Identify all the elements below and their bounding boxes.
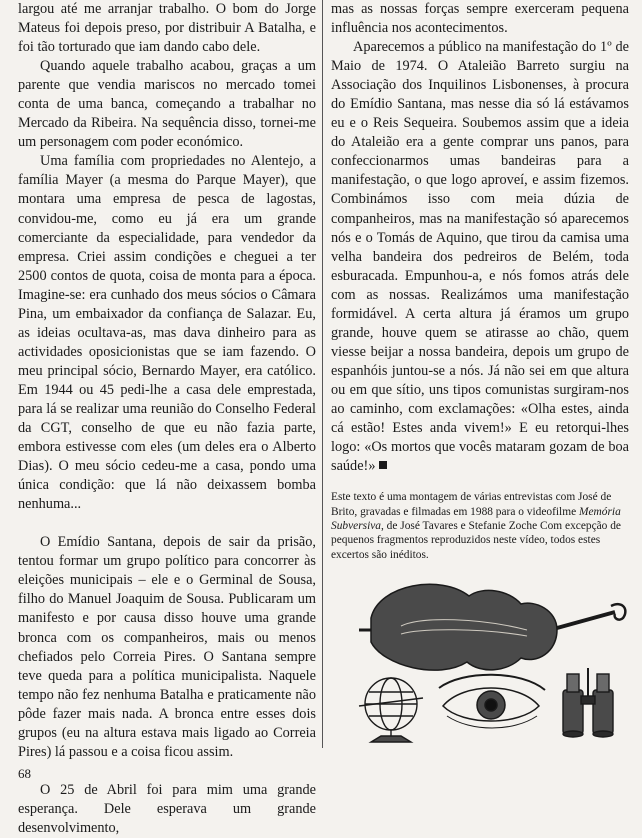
- column-divider: [322, 0, 323, 748]
- right-paragraph-2: [331, 38, 629, 476]
- left-column: [18, 0, 316, 838]
- section-gap: [18, 762, 316, 781]
- right-paragraph-1: mas as nossas forças sempre exerceram pequena influência nos acontecimentos.: [331, 1, 629, 37]
- eye-icon: [439, 675, 545, 728]
- engraving-illustration: [331, 556, 631, 746]
- globe-icon: [359, 678, 423, 742]
- left-paragraph-1: largou até me arranjar trabalho. O bom do Jorge Mateus foi depois preso, por distribuir A Batalha, e foi tão torturado que iam dando cabo dele.: [18, 1, 316, 56]
- binoculars-icon: [563, 668, 613, 737]
- left-paragraph-5: O 25 de Abril foi para mim uma grande esperança. Dele esperava um grande desenvolvimento,: [18, 781, 316, 836]
- source-note: [331, 490, 629, 562]
- left-paragraph-3: Uma família com propriedades no Alentejo, a família Mayer (a mesma do Parque Mayer), que montara uma empresa de pesca de lagostas, convidou-me, como eu já era um grande comerciante da especialidade, para vendedor da empresa. Criei assim condições e cheguei a ter 2500 contos de quota, coisa de monta para a época. Imagine-se: era cunhado dos meus sócios o Câmara Pina, um embaixador da confiança de Salazar. Eu, as ideias ocultava-as, mas dava dinheiro para as actividades oposicionistas que se iam fazendo. O meu principal sócio, Bernardo Mayer, era católico. Em 1944 ou 45 pedi-lhe a casa dele emprestada, para lá se realizar uma reunião do Conselho Federal da CGT, conselho de que eu não fazia parte, embora estivesse com eles (um deles era o Alberto Dias). O meu sócio cedeu-me a casa, pondo uma única condição: que lá não deixassem bomba nenhuma...: [18, 153, 316, 513]
- source-note-title: Memória Subversiva: [331, 505, 621, 532]
- right-paragraph-2-text: Aparecemos a público na manifestação do 1º de Maio de 1974. O Ataleião Barreto surgiu na Associação dos Inquilinos Lisbonenses, à procura do Emídio Santana, mas nesse dia só lá estávamos eu e o Reis Sequeira. Soubemos assim que a ideia do Ataleião era a gente comprar uns panos, para confeccionarmos umas bandeiras para a manifestação, o que logo aproveí, e assim fizemos. Combinámos isso com meia dúzia de companheiros, mas na manifestação só aparecemos nós e o Tomás de Aquino, que tirou da camisa uma velha bandeira dos pedreiros de Belém, toda esburacada. Empunhou-a, e nós fomos atrás dele com as nossas. Realizámos uma manifestação formidável. A certa altura já éramos um grupo grande, houve quem se atirasse ao chão, quem viesse beijar a nossa bandeira, depois um grupo de espanhóis juntou-se a nós. Já não sei em que altura ou em que sítio, uns tipos comunistas surgiram-nos ao caminho, com exclamações: «Olha estes, ainda cá estão! Estes anda vivem!» E eu retorqui-lhes logo: «Os mortos que vocês mataram gozam de boa saúde!»: [331, 39, 629, 475]
- violin-icon: [359, 584, 625, 670]
- page-number: 68: [18, 766, 31, 781]
- source-note-text-end: , de José Tavares e Stefanie Zoche Com excepção de pequenos fragmentos reproduzidos neste vídeo, todos estes excertos são inéditos.: [331, 519, 621, 561]
- source-note-text: Este texto é uma montagem de várias entrevistas com José de Brito, gravadas e filmadas em 1988 para o videofilme: [331, 491, 612, 518]
- left-paragraph-2: Quando aquele trabalho acabou, graças a um parente que vendia mariscos no mercado tomei conta de uma banca, começando a trabalhar no Mercado da Ribeira. Na sequência disso, tornei-me um personagem com poder económico.: [18, 58, 316, 151]
- end-mark-icon: [379, 461, 387, 469]
- section-gap: [18, 514, 316, 533]
- left-paragraph-4: O Emídio Santana, depois de sair da prisão, tentou formar um grupo político para concorrer às eleições municipais – ele e o Germinal de Sousa, filho do Manuel Joaquim de Sousa. Publicaram um manifesto e por causa disso houve uma grande bronca com os companheiros, mais ou menos chefiados pelo Correia Pires. O Santana sempre teve queda para a política municipalista. Naquele tempo não fez nenhuma Batalha e praticamente não pôde fazer mais nada. A bronca entre esses dois grupos (eu na altura estava mais ligado ao Correia Pires) lá passou e a coisa ficou assim.: [18, 534, 316, 760]
- right-column: [331, 0, 629, 562]
